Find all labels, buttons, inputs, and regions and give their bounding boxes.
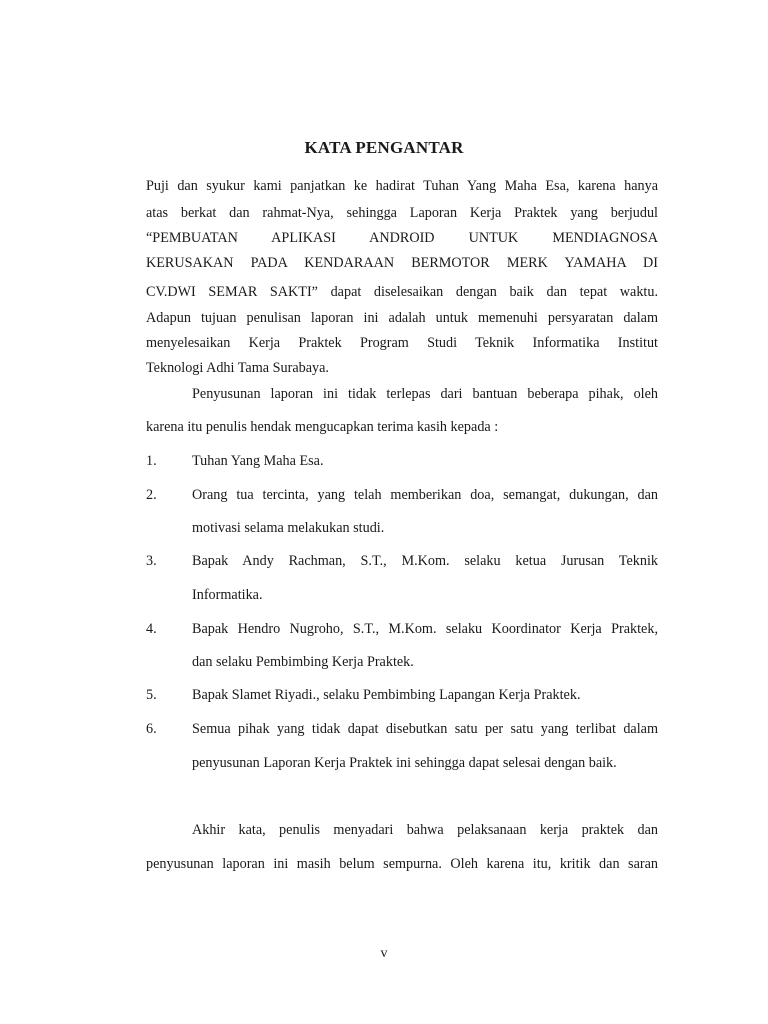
page-number: v: [380, 946, 388, 961]
list-item: Bapak Slamet Riyadi., selaku Pembimbing Lapangan Kerja Praktek.: [192, 687, 581, 703]
list-item: Bapak Andy Rachman, S.T., M.Kom. selaku ketua Jurusan Teknik: [192, 553, 658, 569]
paragraph-line: karena itu penulis hendak mengucapkan terima kasih kepada :: [146, 419, 499, 435]
list-item: Orang tua tercinta, yang telah memberikan doa, semangat, dukungan, dan: [192, 487, 658, 503]
list-item: dan selaku Pembimbing Kerja Praktek.: [192, 654, 414, 670]
paragraph-line: menyelesaikan Kerja Praktek Program Studi Teknik Informatika Institut: [146, 335, 658, 351]
paragraph-line: Akhir kata, penulis menyadari bahwa pelaksanaan kerja praktek dan: [192, 822, 658, 838]
list-number: 1.: [146, 453, 157, 469]
paragraph-line: penyusunan laporan ini masih belum sempurna. Oleh karena itu, kritik dan saran: [146, 856, 658, 872]
paragraph-line: “PEMBUATAN APLIKASI ANDROID UNTUK MENDIAGNOSA: [146, 230, 658, 246]
paragraph-line: Puji dan syukur kami panjatkan ke hadirat Tuhan Yang Maha Esa, karena hanya: [146, 178, 658, 194]
paragraph-line: Teknologi Adhi Tama Surabaya.: [146, 360, 329, 376]
list-item: motivasi selama melakukan studi.: [192, 520, 385, 536]
list-number: 2.: [146, 487, 157, 503]
list-item: Semua pihak yang tidak dapat disebutkan satu per satu yang terlibat dalam: [192, 721, 658, 737]
list-item: Bapak Hendro Nugroho, S.T., M.Kom. selaku Koordinator Kerja Praktek,: [192, 621, 658, 637]
list-number: 5.: [146, 687, 157, 703]
list-item: Tuhan Yang Maha Esa.: [192, 453, 324, 469]
list-number: 3.: [146, 553, 157, 569]
list-item: penyusunan Laporan Kerja Praktek ini sehingga dapat selesai dengan baik.: [192, 755, 617, 771]
list-item: Informatika.: [192, 587, 263, 603]
paragraph-line: Adapun tujuan penulisan laporan ini adalah untuk memenuhi persyaratan dalam: [146, 310, 658, 326]
paragraph-line: CV.DWI SEMAR SAKTI” dapat diselesaikan dengan baik dan tepat waktu.: [146, 284, 658, 300]
paragraph-line: KERUSAKAN PADA KENDARAAN BERMOTOR MERK YAMAHA DI: [146, 255, 658, 271]
paragraph-line: atas berkat dan rahmat-Nya, sehingga Laporan Kerja Praktek yang berjudul: [146, 205, 658, 221]
list-number: 6.: [146, 721, 157, 737]
list-number: 4.: [146, 621, 157, 637]
page-title: KATA PENGANTAR: [304, 138, 464, 157]
paragraph-line: Penyusunan laporan ini tidak terlepas dari bantuan beberapa pihak, oleh: [192, 386, 658, 402]
